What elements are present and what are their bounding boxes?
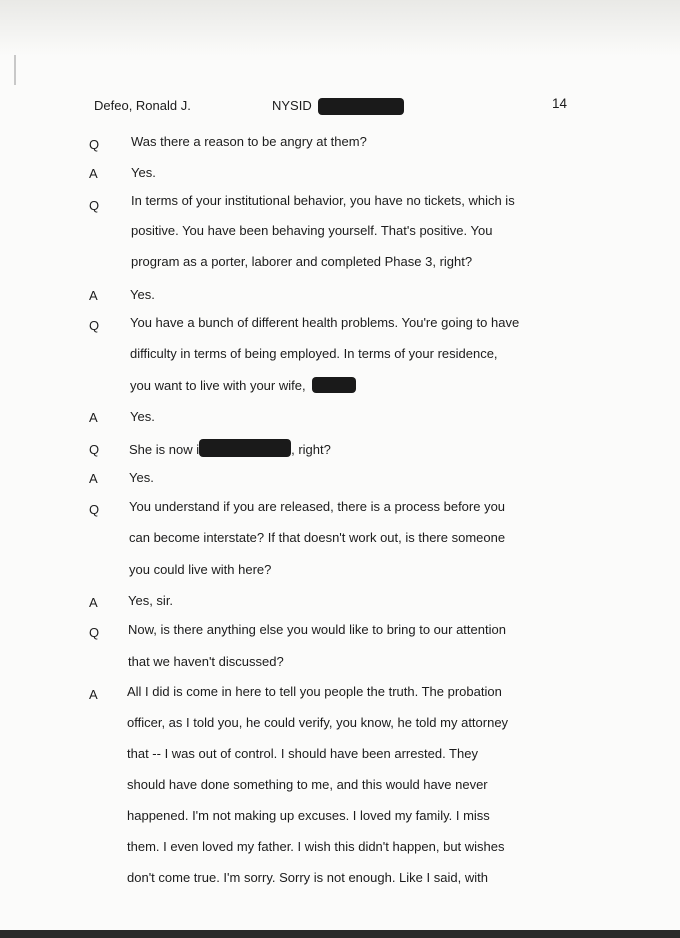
speaker-label: Q	[89, 442, 100, 457]
speaker-label: A	[89, 471, 98, 486]
speaker-label: Q	[89, 625, 100, 640]
transcript-line: Yes, sir.	[128, 593, 174, 608]
transcript-line: You understand if you are released, there is a process before you	[129, 499, 506, 514]
scan-edge	[0, 930, 680, 938]
transcript-line: You have a bunch of different health problems. You're going to have	[130, 315, 520, 330]
page-header	[0, 98, 680, 118]
inmate-name: Defeo, Ronald J.	[94, 98, 191, 113]
transcript-line: positive. You have been behaving yourself. That's positive. You	[131, 223, 493, 238]
scan-shadow	[0, 0, 680, 56]
nysid-redaction	[318, 98, 404, 115]
transcript-line: don't come true. I'm sorry. Sorry is not enough. Like I said, with	[127, 870, 488, 885]
page-number: 14	[552, 96, 568, 111]
transcript-line	[130, 377, 356, 393]
transcript-line: happened. I'm not making up excuses. I loved my family. I miss	[127, 808, 490, 823]
transcript-line: officer, as I told you, he could verify, you know, he told my attorney	[127, 715, 509, 730]
transcript-line: Yes.	[130, 409, 155, 424]
transcript-line: them. I even loved my father. I wish this didn't happen, but wishes	[127, 839, 505, 854]
speaker-label: A	[89, 166, 98, 181]
speaker-label: Q	[89, 318, 100, 333]
transcript-text: you want to live with your wife,	[130, 378, 306, 393]
nysid-label: NYSID	[272, 98, 312, 113]
transcript-text: , right?	[291, 442, 331, 457]
speaker-label: Q	[89, 137, 100, 152]
transcript-line: that -- I was out of control. I should have been arrested. They	[127, 746, 478, 761]
transcript-line: you could live with here?	[129, 562, 272, 577]
transcript-line: program as a porter, laborer and completed Phase 3, right?	[131, 254, 473, 269]
transcript-line: In terms of your institutional behavior, you have no tickets, which is	[131, 193, 515, 208]
speaker-label: A	[89, 288, 98, 303]
scan-mark	[14, 55, 16, 85]
transcript-line: Yes.	[130, 287, 155, 302]
transcript-line: Now, is there anything else you would like to bring to our attention	[128, 622, 506, 637]
name-redaction	[312, 377, 356, 393]
transcript-text: She is now i	[129, 442, 200, 457]
speaker-label: Q	[89, 198, 100, 213]
transcript-line	[129, 439, 331, 457]
transcript-line: that we haven't discussed?	[128, 654, 284, 669]
transcript-line: difficulty in terms of being employed. In terms of your residence,	[130, 346, 498, 361]
transcript-line: should have done something to me, and this would have never	[127, 777, 488, 792]
location-redaction	[199, 439, 291, 457]
transcript-line: Was there a reason to be angry at them?	[131, 134, 367, 149]
speaker-label: A	[89, 687, 98, 702]
speaker-label: A	[89, 410, 98, 425]
transcript-line: All I did is come in here to tell you people the truth. The probation	[127, 684, 502, 699]
speaker-label: A	[89, 595, 98, 610]
transcript-line: can become interstate? If that doesn't work out, is there someone	[129, 530, 506, 545]
speaker-label: Q	[89, 502, 100, 517]
transcript-line: Yes.	[131, 165, 156, 180]
transcript-line: Yes.	[129, 470, 154, 485]
